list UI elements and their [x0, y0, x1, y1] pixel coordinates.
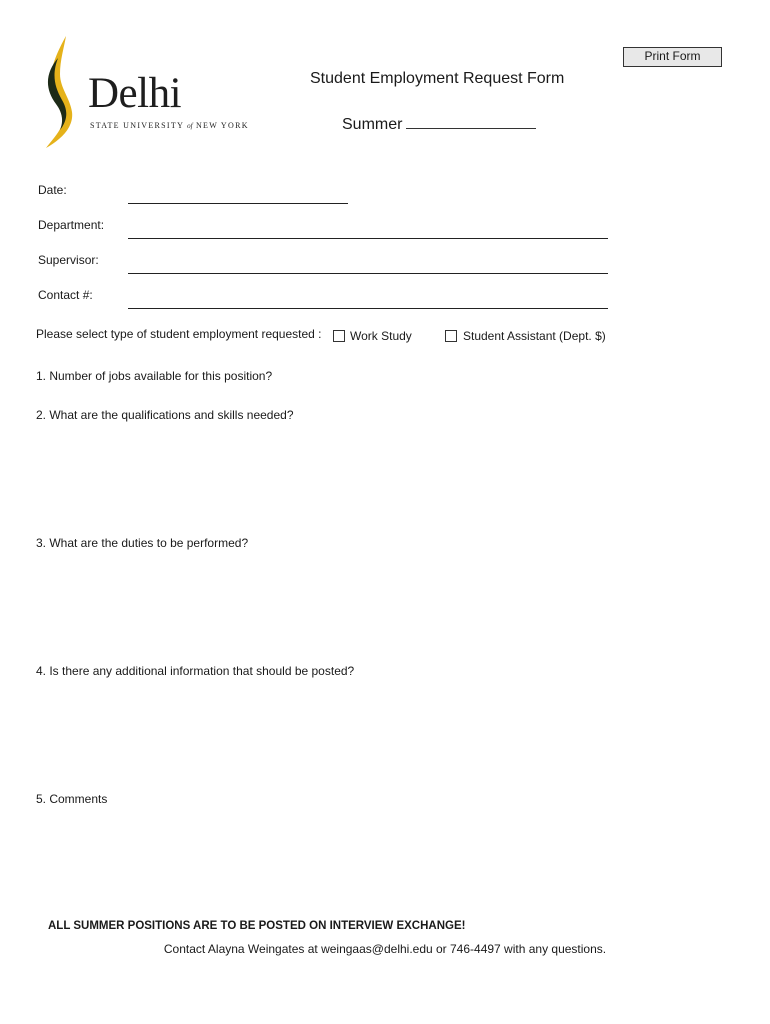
student-assistant-label: Student Assistant (Dept. $)	[463, 329, 606, 343]
question-comments: 5. Comments	[36, 792, 108, 806]
date-label: Date:	[38, 183, 67, 197]
question-duties: 3. What are the duties to be performed?	[36, 536, 249, 550]
logo-subtitle: STATE UNIVERSITY of NEW YORK	[90, 121, 249, 130]
form-title: Student Employment Request Form	[310, 70, 565, 87]
supervisor-input[interactable]	[128, 273, 608, 274]
jobs-available-field[interactable]	[36, 388, 736, 406]
question-jobs-available: 1. Number of jobs available for this position?	[36, 369, 273, 383]
flame-leaf-icon	[38, 32, 88, 152]
question-additional-info: 4. Is there any additional information that should be posted?	[36, 664, 355, 678]
date-input[interactable]	[128, 203, 348, 204]
student-assistant-checkbox[interactable]	[445, 330, 457, 342]
question-qualifications: 2. What are the qualifications and skills needed?	[36, 408, 294, 422]
department-label: Department:	[38, 218, 105, 232]
work-study-label: Work Study	[350, 329, 412, 343]
season-label: Summer	[342, 116, 403, 133]
logo-wordmark: Delhi	[88, 70, 182, 117]
season-line	[342, 114, 536, 134]
print-form-button[interactable]: Print Form	[623, 47, 722, 67]
contact-info: Contact Alayna Weingates at weingaas@delhi.edu or 746-4497 with any questions.	[163, 942, 607, 956]
employment-type-prompt: Please select type of student employment requested :	[36, 327, 322, 341]
season-input[interactable]	[406, 114, 536, 129]
additional-info-field[interactable]	[36, 682, 736, 782]
delhi-logo	[38, 32, 253, 152]
comments-field[interactable]	[36, 810, 736, 910]
qualifications-field[interactable]	[36, 426, 736, 526]
department-input[interactable]	[128, 238, 608, 239]
supervisor-label: Supervisor:	[38, 253, 99, 267]
work-study-checkbox[interactable]	[333, 330, 345, 342]
contact-input[interactable]	[128, 308, 608, 309]
duties-field[interactable]	[36, 554, 736, 654]
contact-label: Contact #:	[38, 288, 93, 302]
posting-notice: ALL SUMMER POSITIONS ARE TO BE POSTED ON INTERVIEW EXCHANGE!	[48, 920, 466, 932]
